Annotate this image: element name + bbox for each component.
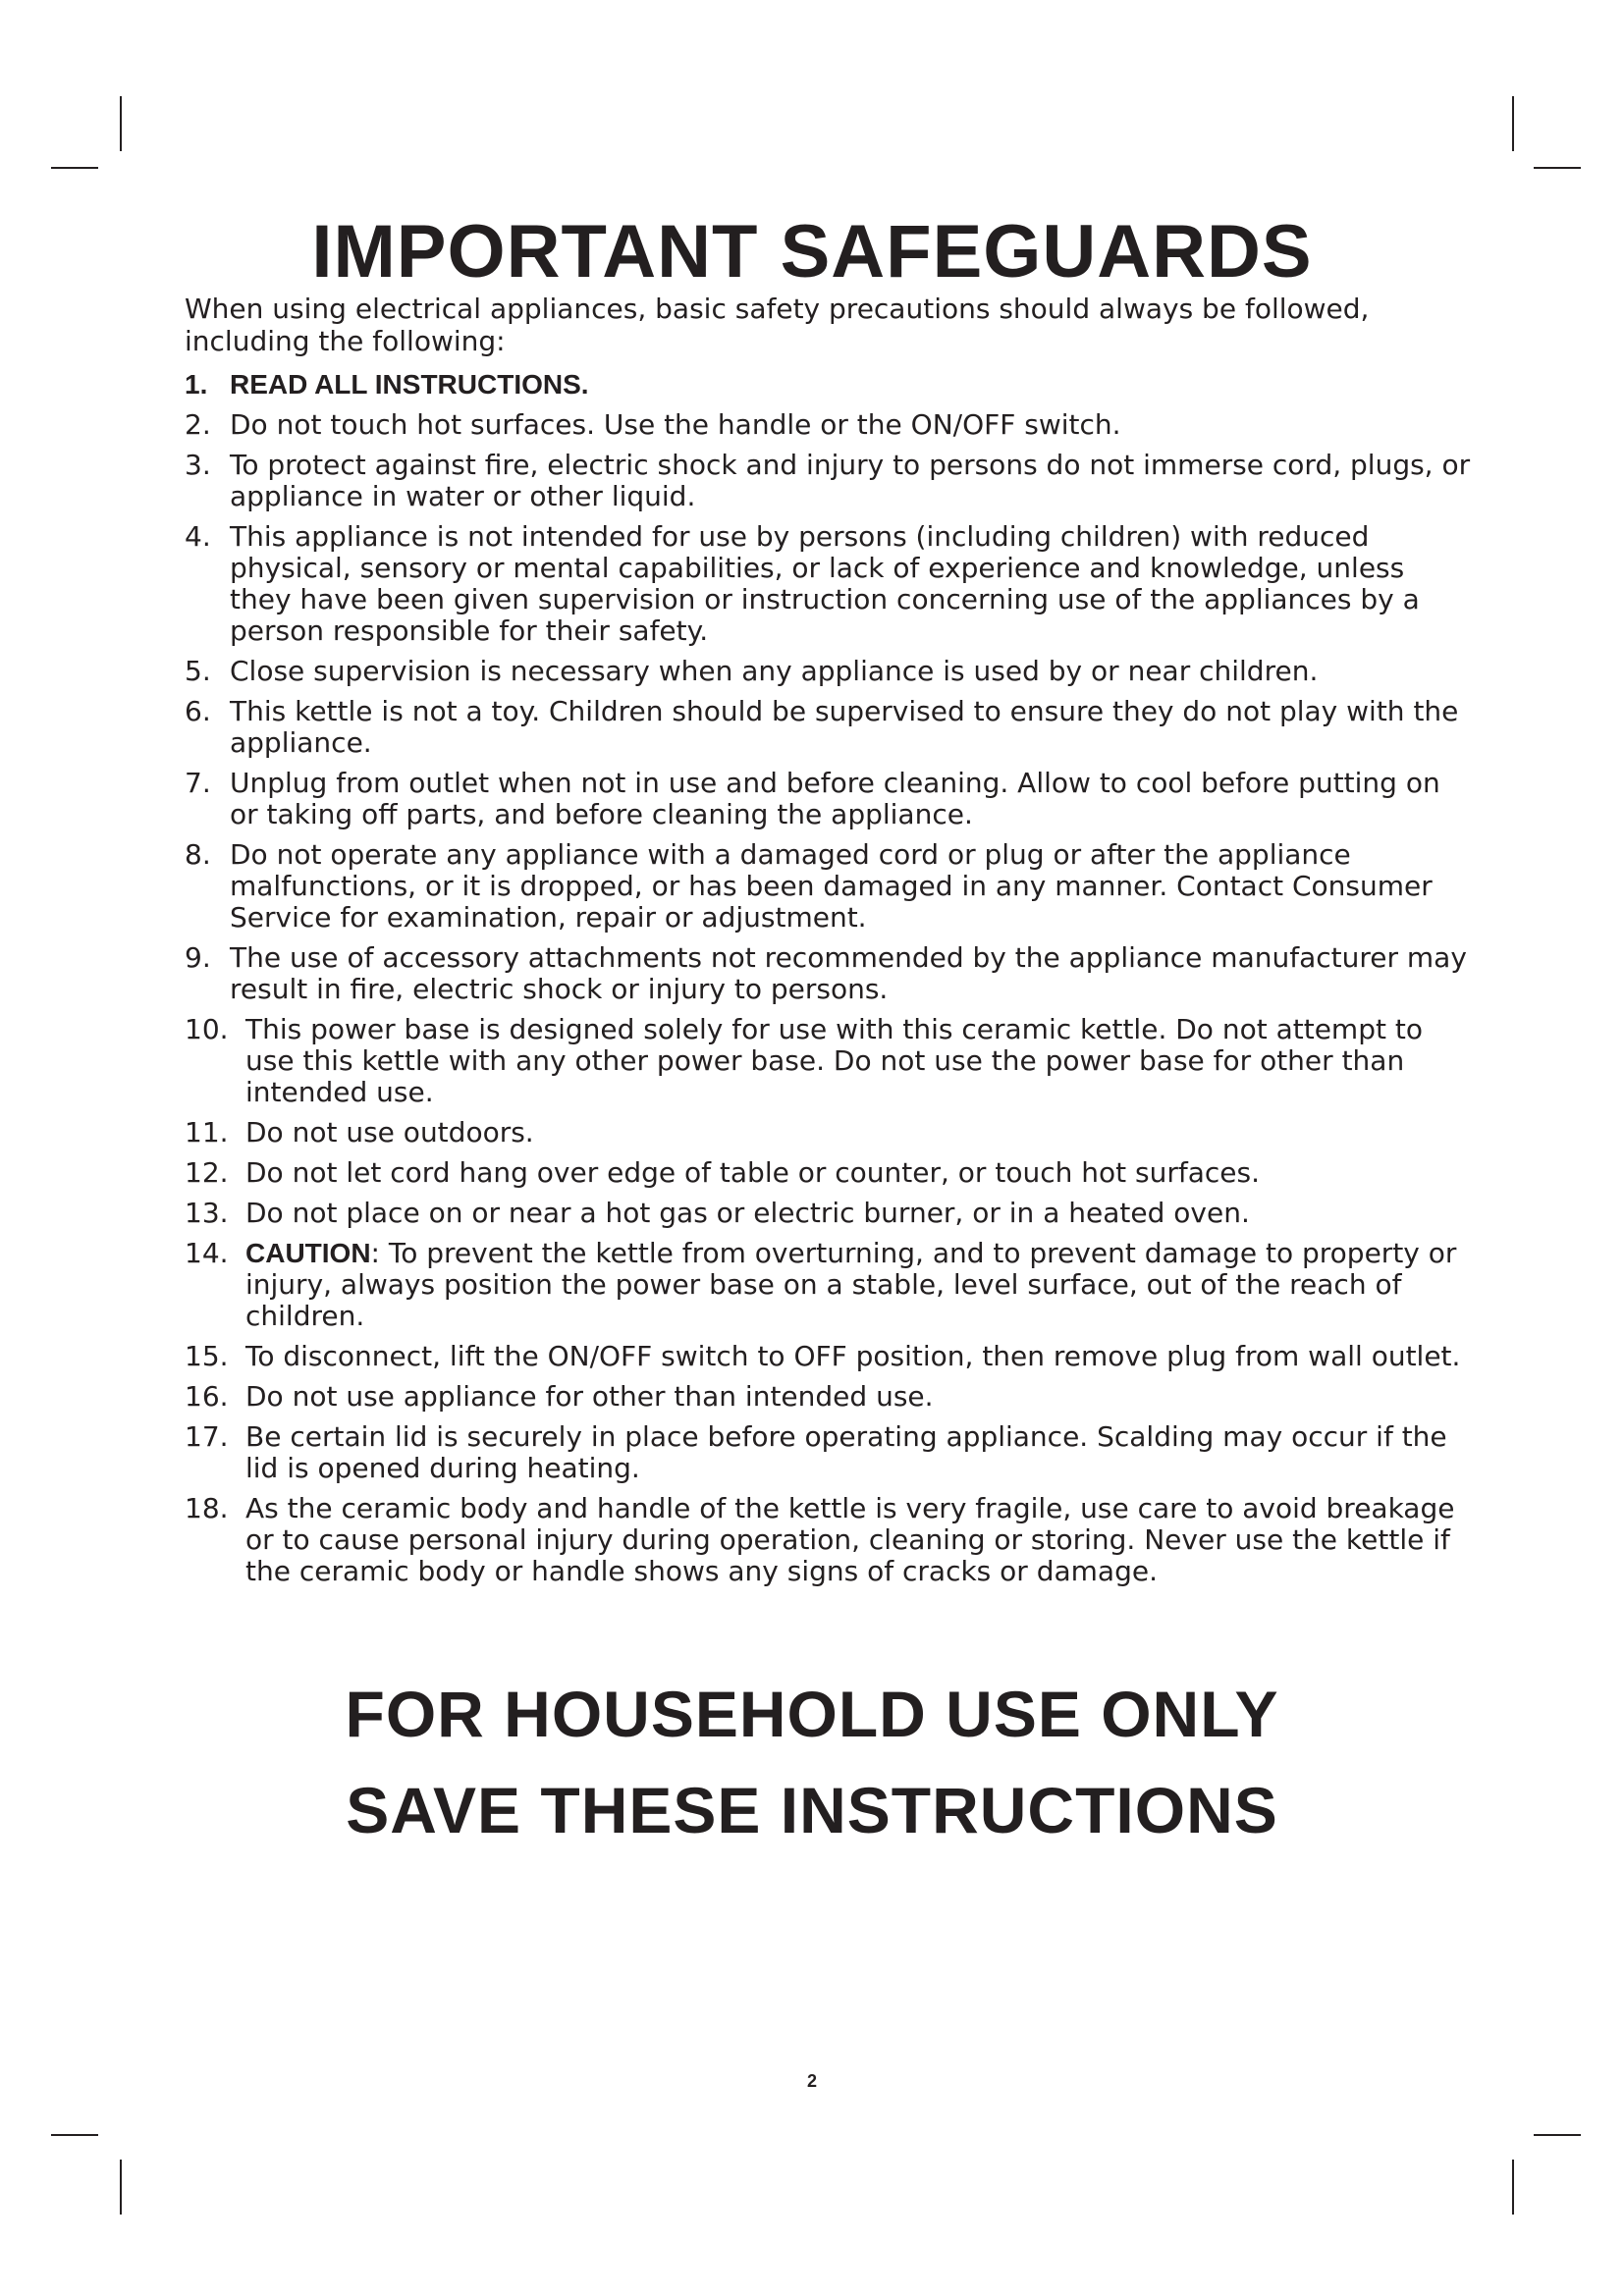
item-number: 5. bbox=[185, 655, 211, 687]
item-number: 17. bbox=[185, 1420, 229, 1453]
crop-mark bbox=[1534, 167, 1581, 169]
item-number: 1. bbox=[185, 369, 208, 400]
item-number: 3. bbox=[185, 449, 211, 481]
list-item bbox=[185, 450, 1471, 512]
list-item bbox=[185, 1117, 1471, 1148]
crop-mark bbox=[120, 96, 122, 151]
crop-mark bbox=[1512, 2160, 1514, 2215]
item-number: 14. bbox=[185, 1237, 229, 1269]
list-item bbox=[185, 1238, 1471, 1332]
caution-text: : To prevent the kettle from overturning, and to prevent damage to property or injury, always position the power base on a stable, level surface, out of the reach of children. bbox=[245, 1237, 1457, 1332]
intro-text: When using electrical appliances, basic safety precautions should always be followed, including the following: bbox=[185, 293, 1370, 357]
crop-mark bbox=[1512, 96, 1514, 151]
list-item bbox=[185, 656, 1471, 687]
item-text: Do not use appliance for other than intended use. bbox=[245, 1380, 934, 1413]
item-text: This appliance is not intended for use by persons (including children) with reduced physical, sensory or mental capabilities, or lack of experience and knowledge, unless they have been given supervision or instruction concerning use of the appliances by a person responsible for their safety. bbox=[230, 520, 1420, 647]
item-text: Unplug from outlet when not in use and before cleaning. Allow to cool before putting on or taking off parts, and before cleaning the appliance. bbox=[230, 767, 1440, 830]
list-item bbox=[185, 521, 1471, 647]
list-item bbox=[185, 1157, 1471, 1189]
item-number: 16. bbox=[185, 1380, 229, 1413]
page-title: IMPORTANT SAFEGUARDS bbox=[311, 210, 1313, 294]
list-item bbox=[185, 1381, 1471, 1413]
item-text: To protect against fire, electric shock and injury to persons do not immerse cord, plugs, or appliance in water or other liquid. bbox=[230, 449, 1471, 512]
list-item bbox=[185, 942, 1471, 1005]
item-text: Do not operate any appliance with a damaged cord or plug or after the appliance malfunctions, or it is dropped, or has been damaged in any manner. Contact Consumer Service for examination, repair or adjustment. bbox=[230, 838, 1433, 934]
item-text: Close supervision is necessary when any appliance is used by or near children. bbox=[230, 655, 1319, 687]
item-number: 8. bbox=[185, 838, 211, 871]
item-text: This kettle is not a toy. Children should be supervised to ensure they do not play with the appliance. bbox=[230, 695, 1459, 759]
list-item bbox=[185, 1198, 1471, 1229]
item-number: 11. bbox=[185, 1116, 229, 1148]
item-number: 13. bbox=[185, 1197, 229, 1229]
save-instructions-heading: SAVE THESE INSTRUCTIONS bbox=[346, 1774, 1278, 1846]
item-text: To disconnect, lift the ON/OFF switch to OFF position, then remove plug from wall outlet. bbox=[245, 1340, 1461, 1372]
crop-mark bbox=[51, 2134, 98, 2136]
item-text: Do not use outdoors. bbox=[245, 1116, 534, 1148]
list-item bbox=[185, 696, 1471, 759]
item-number: 7. bbox=[185, 767, 211, 799]
list-item bbox=[185, 409, 1471, 441]
item-text: The use of accessory attachments not recommended by the appliance manufacturer may result in fire, electric shock or injury to persons. bbox=[230, 941, 1467, 1005]
item-text bbox=[245, 1238, 1471, 1332]
item-number: 6. bbox=[185, 695, 211, 727]
household-use-heading: FOR HOUSEHOLD USE ONLY bbox=[345, 1678, 1279, 1750]
item-text: Be certain lid is securely in place before operating appliance. Scalding may occur if the lid is opened during heating. bbox=[245, 1420, 1447, 1484]
crop-mark bbox=[120, 2160, 122, 2215]
item-text: This power base is designed solely for use with this ceramic kettle. Do not attempt to use this kettle with any other power base. Do not use the power base for other than intended use. bbox=[245, 1013, 1423, 1108]
item-text: READ ALL INSTRUCTIONS. bbox=[230, 369, 589, 400]
item-text: Do not let cord hang over edge of table or counter, or touch hot surfaces. bbox=[245, 1156, 1260, 1189]
list-item bbox=[185, 839, 1471, 934]
page-number: 2 bbox=[806, 2071, 817, 2091]
crop-mark bbox=[1534, 2134, 1581, 2136]
item-number: 12. bbox=[185, 1156, 229, 1189]
item-number: 9. bbox=[185, 941, 211, 974]
list-item bbox=[185, 1493, 1471, 1587]
item-number: 18. bbox=[185, 1492, 229, 1524]
list-item bbox=[185, 1421, 1471, 1484]
item-number: 10. bbox=[185, 1013, 229, 1045]
item-number: 15. bbox=[185, 1340, 229, 1372]
list-item bbox=[185, 768, 1471, 830]
safeguards-list bbox=[185, 369, 1471, 1596]
item-text: Do not place on or near a hot gas or electric burner, or in a heated oven. bbox=[245, 1197, 1250, 1229]
item-text: Do not touch hot surfaces. Use the handle or the ON/OFF switch. bbox=[230, 408, 1121, 441]
list-item bbox=[185, 1341, 1471, 1372]
item-number: 2. bbox=[185, 408, 211, 441]
list-item bbox=[185, 1014, 1471, 1108]
list-item bbox=[185, 369, 1471, 400]
crop-mark bbox=[51, 167, 98, 169]
item-text: As the ceramic body and handle of the kettle is very fragile, use care to avoid breakage or to cause personal injury during operation, cleaning or storing. Never use the kettle if the ceramic body or handle shows any signs of cracks or damage. bbox=[245, 1492, 1455, 1587]
caution-label: CAUTION bbox=[245, 1238, 371, 1268]
item-number: 4. bbox=[185, 520, 211, 553]
